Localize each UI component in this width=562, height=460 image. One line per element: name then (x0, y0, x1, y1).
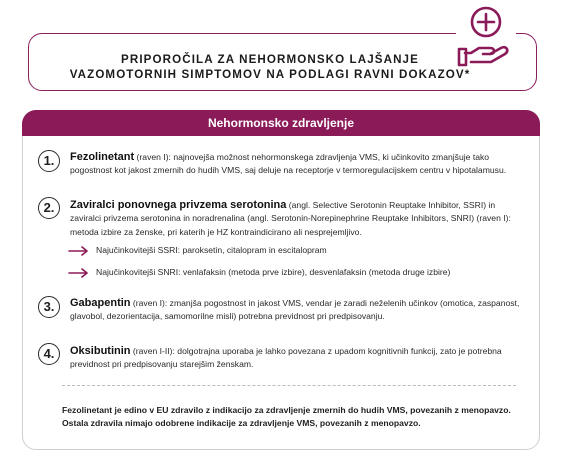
list-item-ssri-snri (70, 199, 520, 239)
item-number-4: 4. (38, 343, 60, 365)
title-line-2: VAZOMOTORNIH SIMPTOMOV NA PODLAGI RAVNI DOKAZOV* (69, 68, 471, 81)
item-text: (raven I): najnovejša možnost nehormonskega zdravljenja VMS, ki učinkovito zmanjšuje tako pogostnost kot jakost zmernih do hudih VMS, saj deluje na receptorje v termoregulacijskem centru v hipotalamusu. (70, 152, 507, 176)
bullet-text: Najučinkovitejši SSRI: paroksetin, citalopram in escitalopram (96, 245, 327, 255)
item-text: (raven I): zmanjša pogostnost in jakost VMS, vendar je zaradi neželenih učinkov (omotica, zaspanost, glavobol, dezorientacija, samomorilne misli) potrebna previdnost pri predpisovanju. (70, 298, 520, 322)
hand-medical-cross-icon (456, 3, 516, 67)
footer-note: Fezolinetant je edino v EU zdravilo z indikacijo za zdravljenje zmernih do hudih VMS, povezanih z menopavzo. Ostala zdravila nimajo odobrene indikacije za zdravljenje VMS, povezanih z menopavzo. (62, 405, 511, 429)
item-name: Gabapentin (70, 297, 131, 309)
item-name: Oksibutinin (70, 345, 131, 357)
item-number-2: 2. (38, 197, 60, 219)
bullet-text: Najučinkovitejši SNRI: venlafaksin (metoda prve izbire), desvenlafaksin (metoda druge izbire) (96, 267, 451, 277)
section-banner: Nehormonsko zdravljenje (22, 110, 540, 136)
list-item-fezolinetant (70, 151, 520, 178)
item-number-1: 1. (38, 150, 60, 172)
page-title (55, 52, 485, 82)
bullet-snri (68, 266, 450, 278)
item-name: Zaviralci ponovnega privzema serotonina (70, 199, 287, 211)
item-text: (raven I-II): dolgotrajna uporaba je lahko povezana z upadom kognitivnih funkcij, zato je potrebna previdnost pri predpisovanju starejšim ženskam. (70, 346, 502, 370)
arrow-right-icon (68, 246, 90, 256)
arrow-right-icon (68, 268, 90, 278)
bullet-ssri (68, 244, 327, 256)
item-text: (angl. Selective Serotonin Reuptake Inhibitor, SSRI) in zaviralci privzema serotonina in noradrenalina (angl. Serotonin-Norepinephrine Reuptake Inhibitors, SNRI) (raven I): metoda izbire za ženske, pri katerih je HZ kontraindicirano ali nesprejemljivo. (70, 200, 511, 237)
dashed-divider (62, 385, 516, 386)
title-line-1: PRIPOROČILA ZA NEHORMONSKO LAJŠANJE (121, 53, 419, 66)
list-item-oksibutinin (70, 345, 520, 372)
item-number-3: 3. (38, 296, 60, 318)
list-item-gabapentin (70, 297, 520, 324)
item-name: Fezolinetant (70, 151, 135, 163)
